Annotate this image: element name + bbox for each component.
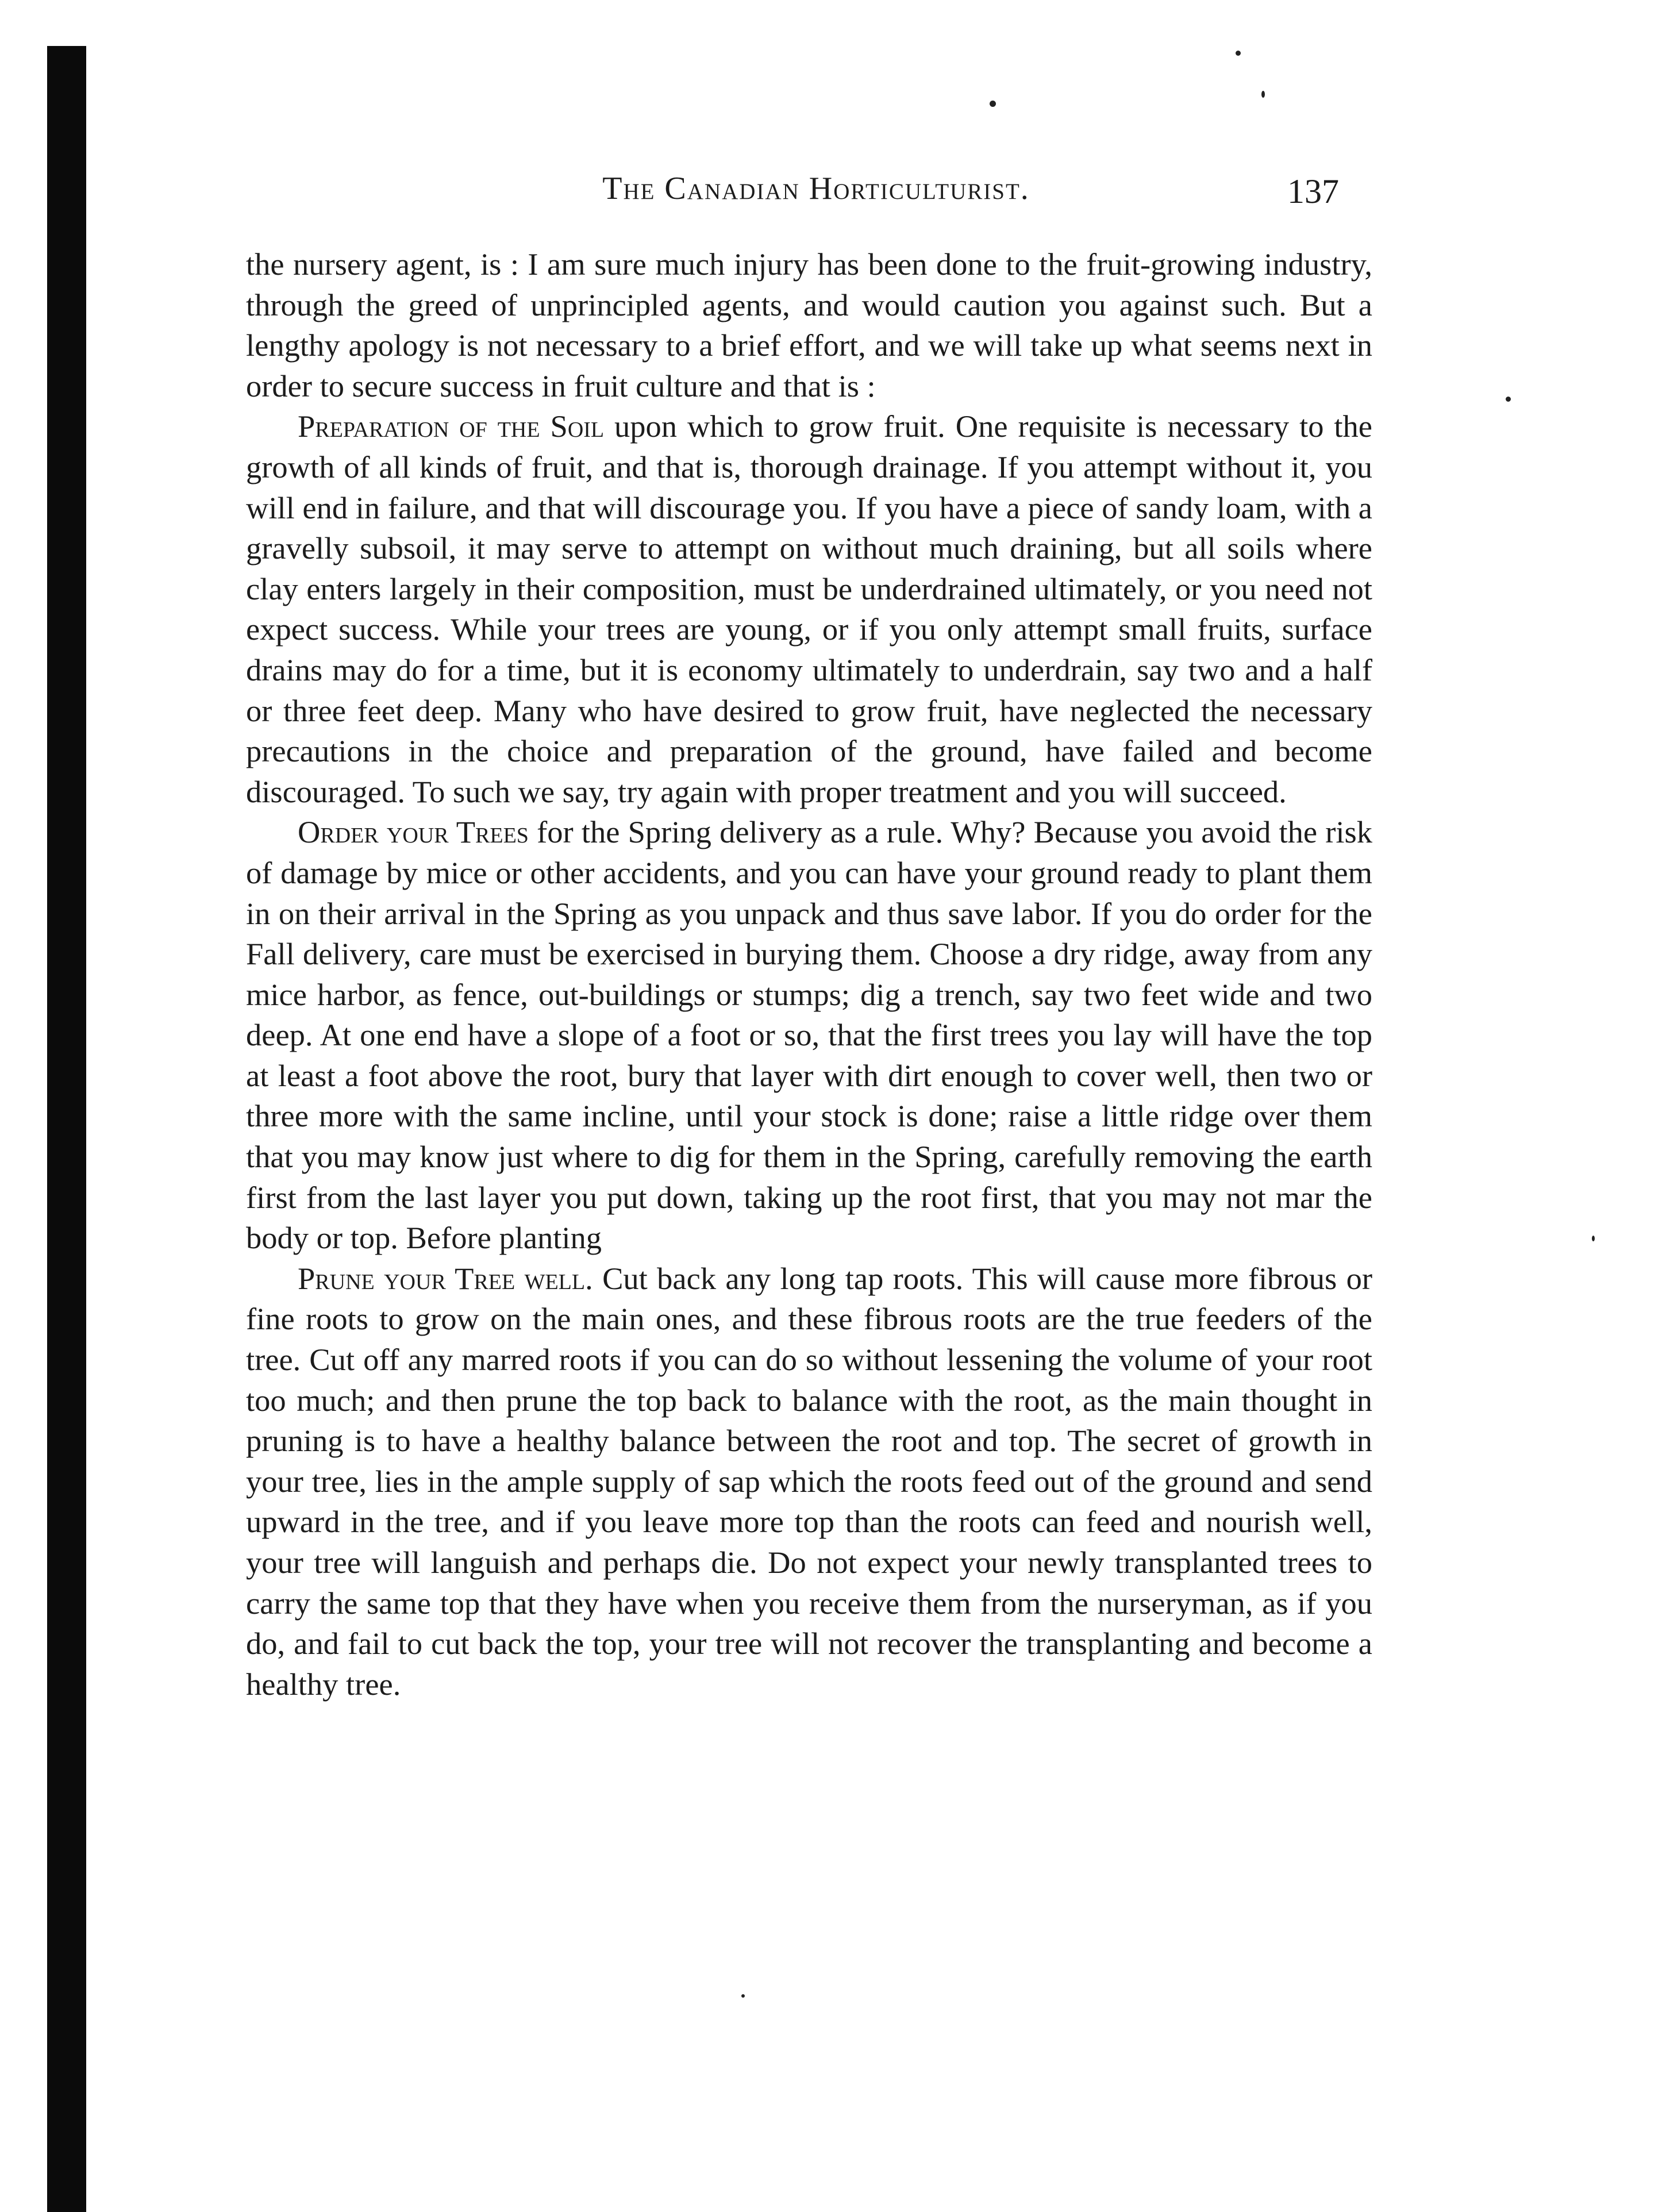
paragraph-prune-tree: [246, 1259, 1372, 1705]
paragraph-text: upon which to grow fruit. One requisite is necessary to the growth of all kinds of fruit, and that is, thorough drainage. If you attempt without it, you will end in failure, and that will discourage you. If you have a piece of sandy loam, with a gravelly subsoil, it may serve to attempt on without much draining, but all soils where clay enters largely in their composition, must be underdrained ultimately, or you need not expect success. While your trees are young, or if you only attempt small fruits, surface drains may do for a time, but it is economy ultimately to underdrain, say two and a half or three feet deep. Many who have desired to grow fruit, have neglected the necessary precautions in the choice and preparation of the ground, have failed and become discouraged. To such we say, try again with proper treatment and you will succeed.: [246, 409, 1372, 809]
scan-binding-edge: [47, 46, 86, 2212]
paragraph-text: the nursery agent, is : I am sure much injury has been done to the fruit-growing industry, through the greed of unprincipled agents, and would caution you against such. But a lengthy apology is not necessary to a brief effort, and we will take up what seems next in order to secure success in fruit culture and that is :: [246, 247, 1372, 403]
scan-speck: [990, 101, 996, 107]
paragraph-continuation: [246, 244, 1372, 406]
paragraph-soil-preparation: [246, 406, 1372, 812]
article-body: [246, 244, 1372, 1705]
scan-speck: [741, 1994, 745, 1998]
paragraph-lead: Order your Trees: [298, 814, 529, 850]
paragraph-text: Cut back any long tap roots. This will cause more fibrous or fine roots to grow on the main ones, and these fibrous roots are the true feeders of the tree. Cut off any marred roots if you can do so without lessening the volume of your root too much; and then prune the top back to balance with the root, as the main thought in pruning is to have a healthy balance between the root and top. The secret of growth in your tree, lies in the ample supply of sap which the roots feed out of the ground and send upward in the tree, and if you leave more top than the roots can feed and nourish well, your tree will languish and perhaps die. Do not expect your newly transplanted trees to carry the same top that they have when you receive them from the nurseryman, as if you do, and fail to cut back the top, your tree will not recover the transplanting and become a healthy tree.: [246, 1260, 1372, 1702]
scan-speck: [1506, 397, 1511, 402]
scan-speck: [1592, 1236, 1595, 1241]
paragraph-text: for the Spring delivery as a rule. Why? Because you avoid the risk of damage by mice or other accidents, and you can have your ground ready to plant them in on their arrival in the Spring as you unpack and thus save labor. If you do order for the Fall delivery, care must be exercised in burying them. Choose a dry ridge, away from any mice harbor, as fence, out-buildings or stumps; dig a trench, say two feet wide and two deep. At one end have a slope of a foot or so, that the first trees you lay will have the top at least a foot above the root, bury that layer with dirt enough to cover well, then two or three more with the same incline, until your stock is done; raise a little ridge over them that you may know just where to dig for them in the Spring, carefully removing the earth first from the last layer you put down, taking up the root first, that you may not mar the body or top. Before planting: [246, 814, 1372, 1256]
scan-speck: [1236, 51, 1241, 56]
paragraph-lead: Preparation of the Soil: [298, 409, 605, 444]
running-head: The Canadian Horticulturist.: [602, 171, 1030, 206]
paragraph-order-trees: [246, 812, 1372, 1259]
paragraph-lead: Prune your Tree well.: [298, 1260, 593, 1296]
page-number: 137: [1287, 172, 1339, 210]
scan-speck: [1261, 91, 1265, 98]
